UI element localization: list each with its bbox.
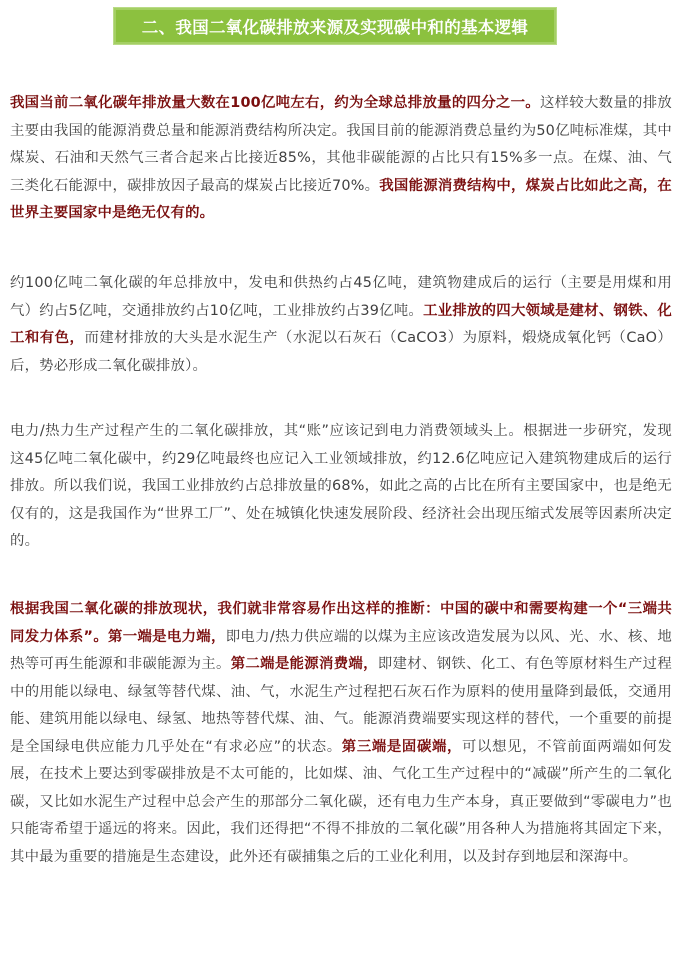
body-text: 即建材、钢铁、化工、有色等原材料生产过程中的用能以绿电、绿氢等替代煤、油、气，水泥生产过程把石灰石作为原料的使用量降到最低，交通用能、建筑用能以绿电、绿氢、地热等替代煤、油、气。能源消费端要实现这样的替代，一个重要的前提是全国绿电供应能力几乎处在“有求必应”的状态。 bbox=[10, 656, 672, 755]
emphasis-text: 我国能源消费结构中，煤炭占比如此之高，在世界主要国家中是绝无仅有的。 bbox=[10, 177, 672, 221]
emphasis-text: 根据我国二氧化碳的排放现状，我们就非常容易作出这样的推断：中国的碳中和需要构建一个“三端共同发力体系”。第一端是电力端， bbox=[10, 601, 672, 645]
emphasis-text: 我国当前二氧化碳年排放量大数在100亿吨左右，约为全球总排放量的四分之一。 bbox=[10, 95, 540, 111]
paragraph-2 bbox=[10, 270, 672, 380]
paragraph-3 bbox=[10, 418, 672, 556]
emphasis-text: 第三端是固碳端， bbox=[341, 738, 463, 755]
body-text: 可以想见，不管前面两端如何发展，在技术上要达到零碳排放是不太可能的，比如煤、油、气化工生产过程中的“减碳”所产生的二氧化碳，又比如水泥生产过程中总会产生的那部分二氧化碳，还有电力生产本身，真正要做到“零碳电力”也只能寄希望于遥远的将来。因此，我们还得把“不得不排放的二氧化碳”用各种人为措施将其固定下来，其中最为重要的措施是生态建设，此外还有碳捕集之后的工业化利用，以及封存到地层和深海中。 bbox=[10, 738, 672, 865]
body-text: 约100亿吨二氧化碳的年总排放中，发电和供热约占45亿吨，建筑物建成后的运行（主要是用煤和用气）约占5亿吨，交通排放约占10亿吨，工业排放约占39亿吨。 bbox=[10, 275, 672, 319]
body-text: 而建材排放的大头是水泥生产（水泥以石灰石（CaCO3）为原料，煅烧成氧化钙（CaO）后，势必形成二氧化碳排放）。 bbox=[10, 330, 672, 374]
paragraph-1 bbox=[10, 90, 672, 228]
section-title-banner bbox=[113, 7, 557, 45]
emphasis-text: 工业排放的四大领域是建材、钢铁、化工和有色， bbox=[10, 302, 672, 346]
body-text: 这样较大数量的排放主要由我国的能源消费总量和能源消费结构所决定。我国目前的能源消费总量约为50亿吨标准煤，其中煤炭、石油和天然气三者合起来占比接近85%，其他非碳能源的占比只有15%多一点。在煤、油、气三类化石能源中，碳排放因子最高的煤炭占比接近70%。 bbox=[10, 95, 672, 194]
paragraph-4 bbox=[10, 596, 672, 871]
body-text: 即电力/热力供应端的以煤为主应该改造发展为以风、光、水、核、地热等可再生能源和非碳能源为主。 bbox=[10, 628, 672, 672]
emphasis-text: 第二端是能源消费端， bbox=[230, 656, 378, 672]
section-title: 二、我国二氧化碳排放来源及实现碳中和的基本逻辑 bbox=[141, 18, 529, 37]
body-text: 电力/热力生产过程产生的二氧化碳排放，其“账”应该记到电力消费领域头上。根据进一步研究，发现这45亿吨二氧化碳中，约29亿吨最终也应记入工业领域排放，约12.6亿吨应记入建筑物建成后的运行排放。所以我们说，我国工业排放约占总排放量的68%，如此之高的占比在所有主要国家中，也是绝无仅有的，这是我国作为“世界工厂”、处在城镇化快速发展阶段、经济社会出现压缩式发展等因素所决定的。 bbox=[10, 423, 672, 549]
